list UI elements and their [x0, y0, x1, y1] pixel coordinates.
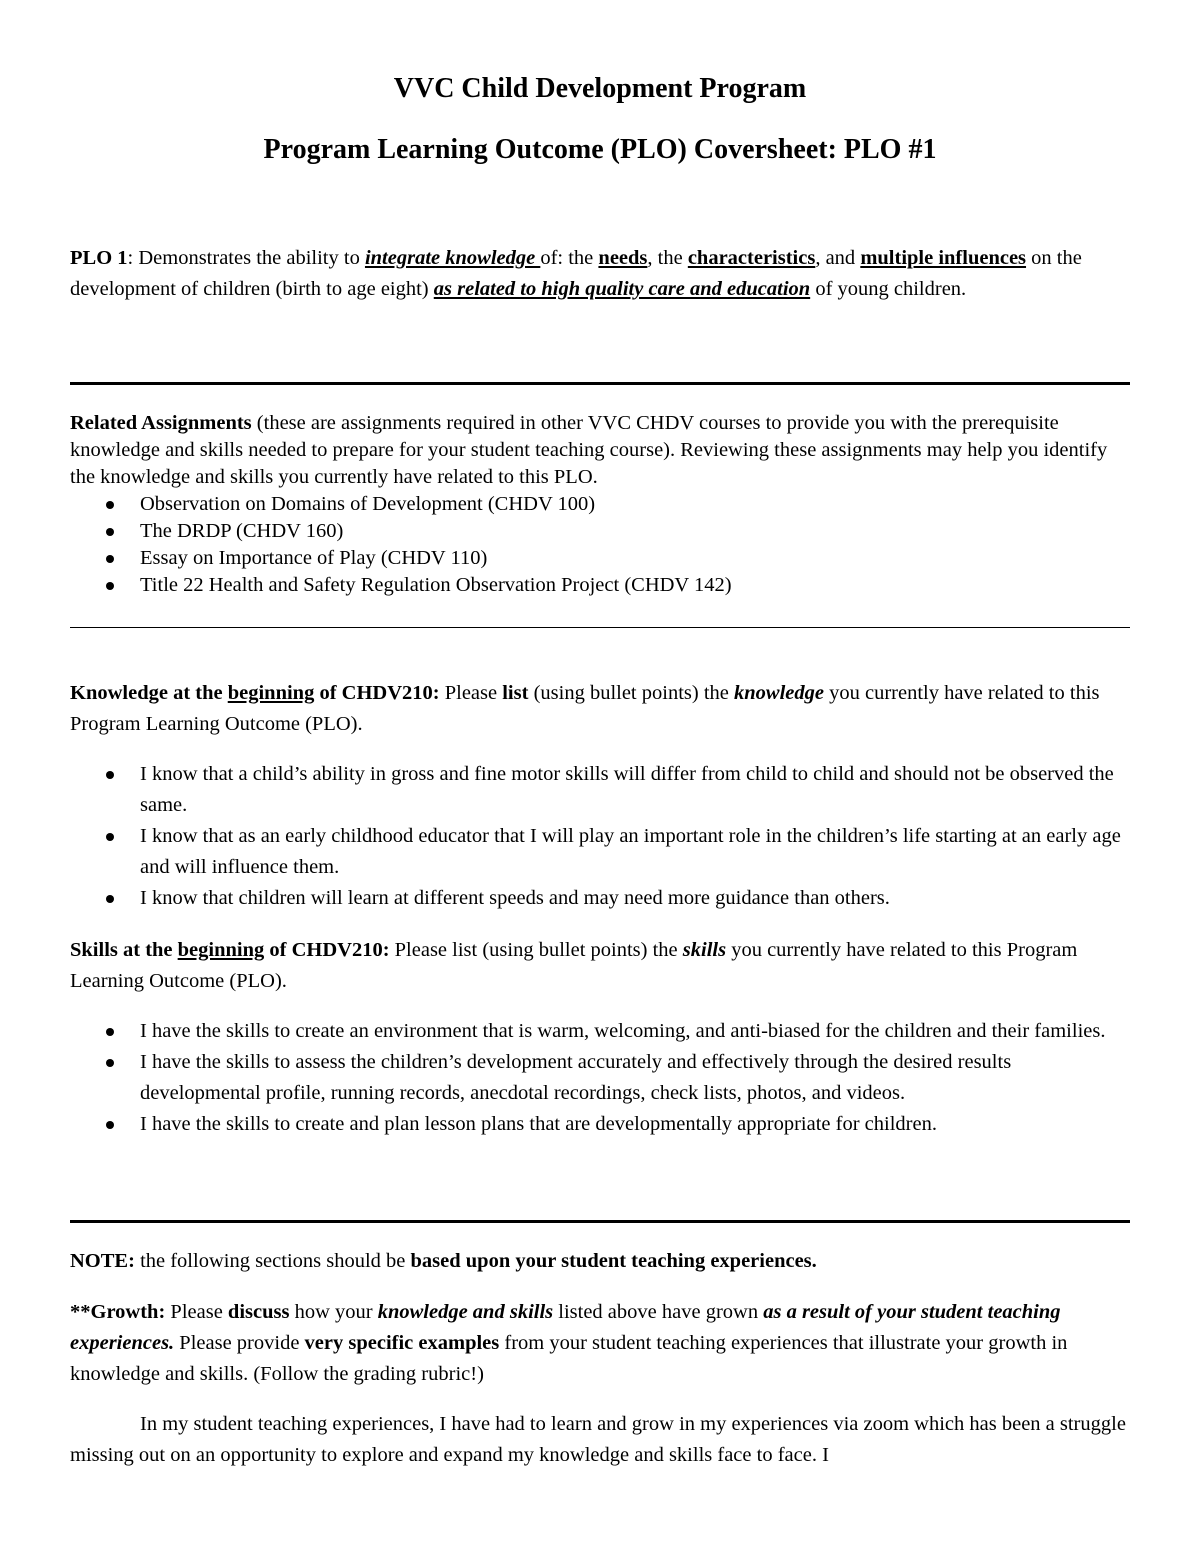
knowledge-prompt	[70, 678, 1130, 740]
growth-text-2: how your	[289, 1301, 378, 1323]
growth-student-teaching: as a result of your student teaching experiences.	[70, 1301, 1061, 1354]
plo-keyword-needs: needs	[598, 247, 648, 269]
list-item: Essay on Importance of Play (CHDV 110)	[70, 545, 1130, 572]
knowledge-prompt-3: (using bullet points) the	[528, 682, 734, 704]
skills-section	[70, 935, 1130, 1140]
section-divider	[70, 1220, 1130, 1223]
plo-label: PLO 1	[70, 247, 128, 269]
knowledge-heading-beginning: beginning	[227, 682, 315, 704]
growth-specific-examples: very specific examples	[304, 1332, 500, 1354]
list-item: I have the skills to create an environment that is warm, welcoming, and anti-biased for the children and their families.	[70, 1016, 1130, 1047]
plo-text-4: , and	[815, 247, 861, 269]
list-item: Title 22 Health and Safety Regulation Observation Project (CHDV 142)	[70, 572, 1130, 599]
plo-text-5: on the development of children (birth to age eight)	[70, 247, 1082, 300]
document-title: VVC Child Development Program	[393, 73, 807, 104]
skills-prompt-1: Please list (using bullet points) the	[389, 939, 683, 961]
growth-label: **Growth:	[70, 1301, 166, 1323]
related-assignments-list	[70, 491, 1130, 599]
note-paragraph	[70, 1246, 1130, 1277]
list-item: I know that children will learn at different speeds and may need more guidance than others.	[70, 883, 1130, 914]
plo-keyword-influences: multiple influences	[860, 247, 1027, 269]
list-item: I have the skills to assess the children’s development accurately and effectively through the desired results developmental profile, running records, anecdotal recordings, check lists, photos, and videos.	[70, 1047, 1130, 1109]
note-emphasis: based upon your student teaching experiences.	[410, 1250, 817, 1272]
plo-keyword-integrate: integrate knowledge	[364, 247, 541, 269]
knowledge-prompt-1: Please	[439, 682, 503, 704]
growth-text-3: listed above have grown	[553, 1301, 764, 1323]
skills-heading-3: of CHDV210:	[264, 939, 390, 961]
document-subtitle: Program Learning Outcome (PLO) Coversheet: PLO #1	[263, 134, 937, 165]
related-assignments-section	[70, 410, 1130, 599]
list-item: I know that as an early childhood educator that I will play an important role in the children’s life starting at an early age and will influence them.	[70, 821, 1130, 883]
section-divider	[70, 627, 1130, 628]
list-item: I know that a child’s ability in gross and fine motor skills will differ from child to child and should not be observed the same.	[70, 759, 1130, 821]
related-assignments-intro: (these are assignments required in other VVC CHDV courses to provide you with the prerequisite knowledge and skills needed to prepare for your student teaching course). Reviewing these assignments may help you identify the knowledge and skills you currently have related to this PLO.	[70, 412, 1108, 488]
knowledge-list	[70, 759, 1130, 914]
list-item: The DRDP (CHDV 160)	[70, 518, 1130, 545]
growth-prompt	[70, 1297, 1130, 1390]
growth-text-5: from your student teaching experiences that illustrate your growth in knowledge and skills. (Follow the grading rubric!)	[70, 1332, 1068, 1385]
knowledge-heading-1: Knowledge at the	[70, 682, 228, 704]
plo-keyword-characteristics: characteristics	[687, 247, 816, 269]
skills-prompt-3: you currently have related to this Program Learning Outcome (PLO).	[70, 939, 1078, 992]
plo-text-3: , the	[647, 247, 688, 269]
skills-prompt	[70, 935, 1130, 997]
plo-text-2: of: the	[540, 247, 599, 269]
growth-knowledge-skills: knowledge and skills	[377, 1301, 554, 1323]
knowledge-prompt-list: list	[502, 682, 529, 704]
knowledge-heading-3: of CHDV210:	[314, 682, 440, 704]
growth-text-4: Please provide	[174, 1332, 305, 1354]
skills-list	[70, 1016, 1130, 1140]
growth-response: In my student teaching experiences, I have had to learn and grow in my experiences via zoom which has been a struggle missing out on an opportunity to explore and expand my knowledge and skills face to face. I	[70, 1413, 1126, 1466]
growth-discuss: discuss	[227, 1301, 290, 1323]
skills-prompt-skills: skills	[682, 939, 727, 961]
knowledge-prompt-knowledge: knowledge	[734, 682, 824, 704]
section-divider	[70, 382, 1130, 385]
related-assignments-heading: Related Assignments	[70, 412, 252, 434]
note-label: NOTE:	[70, 1250, 135, 1272]
list-item: I have the skills to create and plan lesson plans that are developmentally appropriate for children.	[70, 1109, 1130, 1140]
knowledge-section	[70, 678, 1130, 914]
plo-text-6: of young children.	[810, 278, 967, 300]
plo-text-1: : Demonstrates the ability to	[127, 247, 365, 269]
growth-text-1: Please	[165, 1301, 228, 1323]
note-text: the following sections should be	[134, 1250, 411, 1272]
plo-statement	[70, 243, 1130, 305]
knowledge-prompt-5: you currently have related to this Program Learning Outcome (PLO).	[70, 682, 1100, 735]
list-item: Observation on Domains of Development (CHDV 100)	[70, 491, 1130, 518]
skills-heading-1: Skills at the	[70, 939, 178, 961]
plo-keyword-quality-care: as related to high quality care and education	[433, 278, 811, 300]
skills-heading-beginning: beginning	[177, 939, 265, 961]
